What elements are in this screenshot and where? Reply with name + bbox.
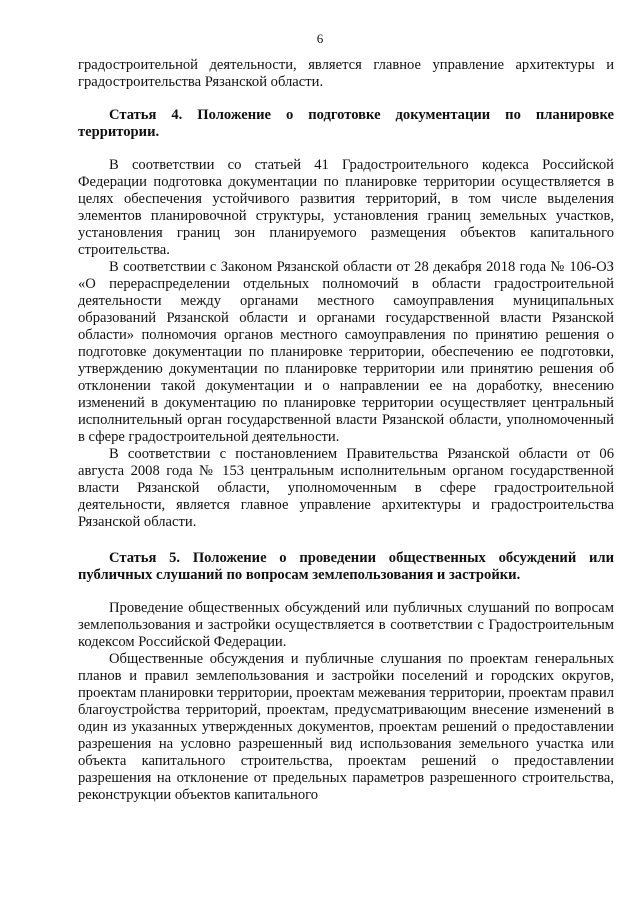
article-5-paragraph-2: Общественные обсуждения и публичные слушания по проектам генеральных планов и правил землепользования и застройки поселений и городских округов, проектам планировки территории, проектам межевания территории, проектам правил благоустройства территорий, проектам, предусматривающим внесение изменений в один из указанных утвержденных документов, проектам решений о предоставлении разрешения на условно разрешенный вид использования земельного участка или объекта капитального строительства, проектам решений о предоставлении разрешения на отклонение от предельных параметров разрешенного строительства, реконструкции объектов капитального (78, 651, 614, 803)
article-4-heading: Статья 4. Положение о подготовке документации по планировке территории. (78, 107, 614, 140)
article-4-paragraph-2: В соответствии с Законом Рязанской области от 28 декабря 2018 года № 106-ОЗ «О перераспределении отдельных полномочий в области градостроительной деятельности между органами местного самоуправления муниципальных образований Рязанской области и органами государственной власти Рязанской области» полномочия органов местного самоуправления по принятию решения о подготовке документации по планировке территории, обеспечению ее подготовки, утверждению документации по планировке территории или принятию решения об отклонении такой документации и о направлении ее на доработку, внесению изменений в документацию по планировке территории осуществляет центральный исполнительный орган государственной власти Рязанской области, уполномоченный в сфере градостроительной деятельности. (78, 259, 614, 445)
document-body (78, 57, 614, 804)
article-5-paragraph-1: Проведение общественных обсуждений или публичных слушаний по вопросам землепользования и застройки осуществляется в соответствии с Градостроительным кодексом Российской Федерации. (78, 600, 614, 650)
page-number: 6 (316, 31, 324, 46)
article-4-paragraph-1: В соответствии со статьей 41 Градостроительного кодекса Российской Федерации подготовка документации по планировке территории осуществляется в целях обеспечения устойчивого развития территорий, в том числе выделения элементов планировочной структуры, установления границ земельных участков, установления границ зон планируемого размещения объектов капитального строительства. (78, 157, 614, 258)
paragraph-continuation: градостроительной деятельности, является главное управление архитектуры и градостроительства Рязанской области. (78, 57, 614, 90)
article-4-paragraph-3: В соответствии с постановлением Правительства Рязанской области от 06 августа 2008 года № 153 центральным исполнительным органом государственной власти Рязанской области, уполномоченным в сфере градостроительной деятельности, является главное управление архитектуры и градостроительства Рязанской области. (78, 446, 614, 530)
article-5-heading: Статья 5. Положение о проведении общественных обсуждений или публичных слушаний по вопросам землепользования и застройки. (78, 550, 614, 583)
